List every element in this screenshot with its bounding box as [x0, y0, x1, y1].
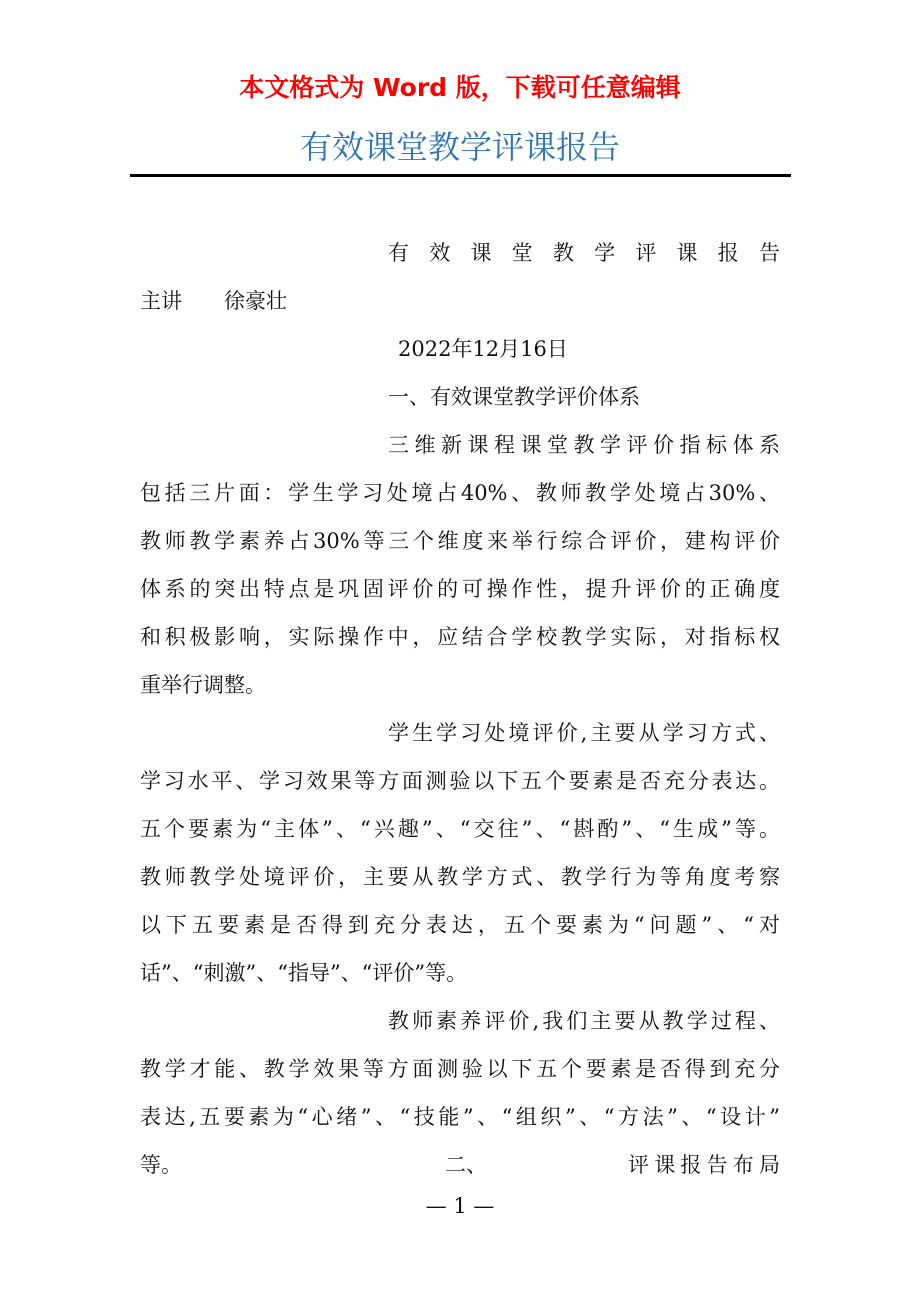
section-number: 二、	[445, 1153, 487, 1177]
date-line: 2022年12月16日	[398, 337, 568, 361]
paragraph-line: 以下五要素是否得到充分表达，五个要素为“问题”、“对	[140, 913, 780, 937]
paragraph-line: 学习水平、学习效果等方面测验以下五个要素是否充分表达。	[140, 769, 780, 793]
line-text: 等。	[140, 1153, 182, 1177]
paragraph-line: 三维新课程课堂教学评价指标体系	[388, 433, 780, 457]
paragraph-line	[140, 1146, 780, 1194]
page-number: — 1 —	[425, 1194, 495, 1218]
paragraph-line: 包括三片面：学生学习处境占40%、教师教学处境占30%、	[140, 481, 780, 505]
document-title: 有效课堂教学评课报告	[299, 128, 620, 166]
paragraph-line: 学生学习处境评价,主要从学习方式、	[388, 721, 780, 745]
paragraph-line: 重举行调整。	[140, 673, 266, 697]
format-notice: 本文格式为 Word 版，下载可任意编辑	[239, 73, 681, 102]
paragraph-line: 教师教学素养占30%等三个维度来举行综合评价，建构评价	[140, 529, 780, 553]
paragraph-line: 五个要素为“主体”、“兴趣”、“交往”、“斟酌”、“生成”等。	[140, 817, 780, 841]
document-body	[140, 234, 780, 1194]
section-heading: 一、有效课堂教学评价体系	[388, 385, 640, 409]
speaker-line: 主讲 徐豪壮	[140, 289, 287, 313]
paragraph-line: 教师素养评价,我们主要从教学过程、	[388, 1009, 780, 1033]
header-divider	[130, 174, 791, 177]
heading-line: 有 效 课 堂 教 学 评 课 报 告	[388, 241, 780, 265]
section-title: 评课报告布局	[628, 1153, 780, 1177]
paragraph-line: 和积极影响，实际操作中，应结合学校教学实际，对指标权	[140, 625, 780, 649]
paragraph-line: 表达,五要素为“心绪”、“技能”、“组织”、“方法”、“设计”	[140, 1105, 780, 1129]
paragraph-line: 教师教学处境评价，主要从教学方式、教学行为等角度考察	[140, 865, 780, 889]
paragraph-line: 教学才能、教学效果等方面测验以下五个要素是否得到充分	[140, 1057, 780, 1081]
paragraph-line: 体系的突出特点是巩固评价的可操作性，提升评价的正确度	[140, 577, 780, 601]
paragraph-line: 话”、“刺激”、“指导”、“评价”等。	[140, 961, 468, 985]
